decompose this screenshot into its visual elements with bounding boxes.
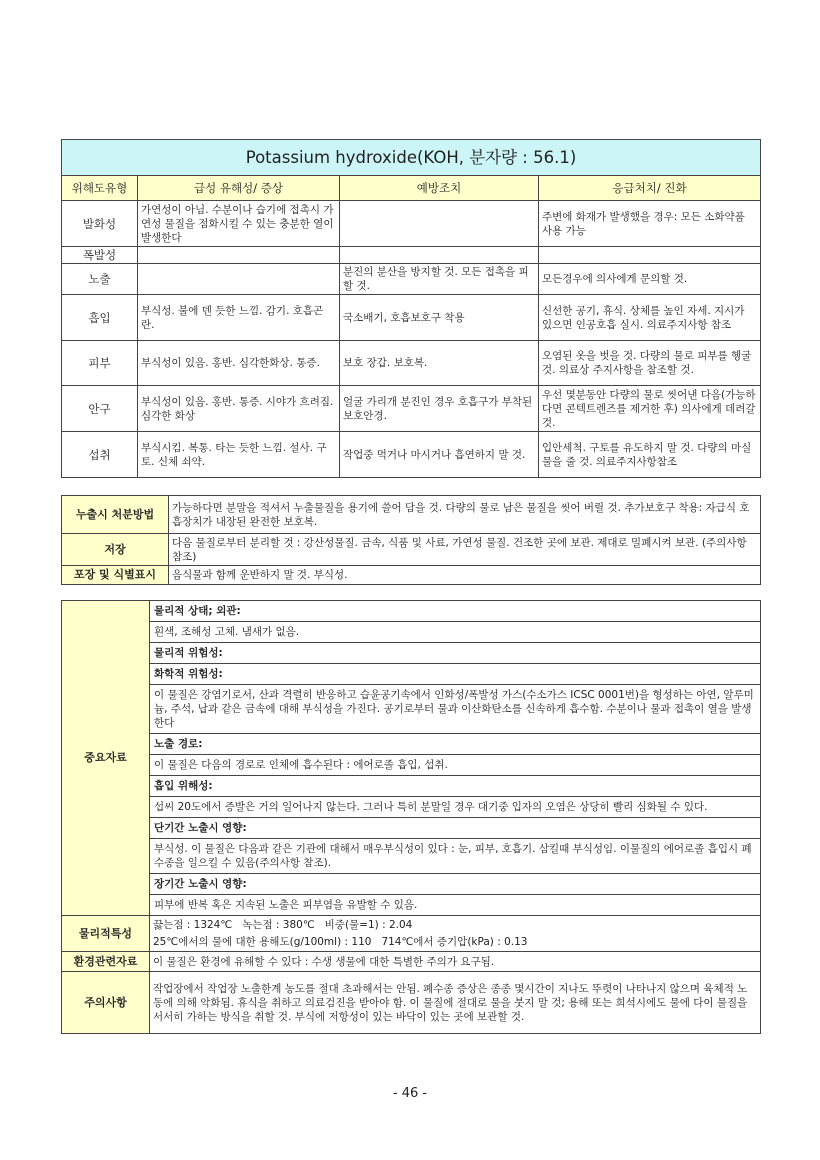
handling-table [61, 495, 761, 585]
symptom-cell [138, 247, 340, 264]
table-row [62, 264, 761, 295]
important-paragraph: 부식성. 이 물질은 다음과 같은 기관에 대해서 매우부식성이 있다 : 눈, 피부, 호흡기. 삼킬때 부식성임. 이물질의 에어로졸 흡입시 폐수종을 일으킬 수 있음(주의사항 참조). [150, 839, 760, 874]
important-paragraph: 이 물질은 다음의 경로로 인체에 흡수된다 : 에어로졸 흡입, 섭취. [150, 755, 760, 776]
firstaid-cell: 모든경우에 의사에게 문의할 것. [539, 264, 761, 295]
prevention-cell: 분진의 분산을 방지할 것. 모든 접촉을 피할 것. [340, 264, 539, 295]
physical-properties-line: 25℃에서의 물에 대한 용해도(g/100ml) : 110 714℃에서 증기압(kPa) : 0.13 [153, 936, 528, 948]
spill-disposal-label: 누출시 처분방법 [62, 496, 169, 534]
important-subheading: 단기간 노출시 영향: [150, 818, 760, 839]
hazard-type: 피부 [62, 341, 138, 386]
hazard-type: 섭취 [62, 432, 138, 478]
environment-text: 이 물질은 환경에 유해할 수 있다 : 수생 생물에 대한 특별한 주의가 요구됨. [150, 952, 761, 972]
storage-label: 저장 [62, 534, 169, 566]
symptom-cell: 부식시킴. 복통. 타는 듯한 느낌. 설사. 구토. 신체 쇠약. [138, 432, 340, 478]
important-subheading: 노출 경로: [150, 734, 760, 755]
hazard-type: 폭발성 [62, 247, 138, 264]
important-data-list [150, 601, 760, 915]
prevention-cell: 얼굴 가리개 분진인 경우 호흡구가 부착된 보호안경. [340, 386, 539, 432]
hazard-type: 노출 [62, 264, 138, 295]
header-prevention: 예방조치 [340, 176, 539, 201]
table-row [62, 601, 761, 916]
environment-label: 환경관련자료 [62, 952, 150, 972]
page-number: - 46 - [392, 1086, 428, 1101]
important-subheading: 흡입 위해성: [150, 776, 760, 797]
header-symptom: 급성 유해성/ 증상 [138, 176, 340, 201]
table-row [62, 341, 761, 386]
firstaid-cell: 오염된 옷을 벗을 것. 다량의 물로 피부를 헹굴 것. 의료상 주지사항을 참조할 것. [539, 341, 761, 386]
header-hazard-type: 위해도유형 [62, 176, 138, 201]
important-subheading: 화학적 위험성: [150, 664, 760, 685]
packaging-label: 포장 및 식별표시 [62, 566, 169, 585]
important-subheading: 물리적 상태; 외관: [150, 601, 760, 622]
table-row [62, 247, 761, 264]
page-title: Potassium hydroxide(KOH, 분자량 : 56.1) [62, 140, 761, 176]
table-row [62, 295, 761, 341]
table-row [62, 566, 761, 585]
table-row [62, 496, 761, 534]
table-row [62, 201, 761, 247]
packaging-text: 음식물과 함께 운반하지 말 것. 부식성. [169, 566, 761, 585]
table-row [62, 952, 761, 972]
hazard-type: 발화성 [62, 201, 138, 247]
firstaid-cell: 주변에 화재가 발생했을 경우: 모든 소화약품 사용 가능 [539, 201, 761, 247]
firstaid-cell: 입안세척. 구토를 유도하지 말 것. 다량의 마실물을 줄 것. 의료주지사항참조 [539, 432, 761, 478]
prevention-cell [340, 247, 539, 264]
symptom-cell: 가연성이 아님. 수분이나 습기에 접촉시 가연성 물질을 점화시킬 수 있는 충분한 열이 발생한다 [138, 201, 340, 247]
symptom-cell: 부식성. 불에 덴 듯한 느낌. 감기. 호흡곤란. [138, 295, 340, 341]
hazard-type: 안구 [62, 386, 138, 432]
caution-label: 주의사항 [62, 972, 150, 1034]
header-firstaid: 응급처치/ 진화 [539, 176, 761, 201]
storage-text: 다음 물질로부터 분리할 것 : 강산성물질. 금속, 식품 및 사료, 가연성 물질. 건조한 곳에 보관. 제대로 밀폐시켜 보관. (주의사항 참조) [169, 534, 761, 566]
symptom-cell: 부식성이 있음. 홍반. 심각한화상. 통증. [138, 341, 340, 386]
important-paragraph: 섭씨 20도에서 증발은 거의 일어나지 않는다. 그러나 특히 분말일 경우 대기중 입자의 오염은 상당히 빨리 심화될 수 있다. [150, 797, 760, 818]
table-row [62, 972, 761, 1034]
table-row [62, 534, 761, 566]
table-row [62, 916, 761, 952]
physical-properties-line: 끓는점 : 1324℃ 녹는점 : 380℃ 비중(물=1) : 2.04 [153, 919, 413, 931]
table-row [62, 432, 761, 478]
table-row [62, 386, 761, 432]
spill-disposal-text: 가능하다면 분말을 적셔서 누출물질을 용기에 쓸어 담을 것. 다량의 물로 남은 물질을 씻어 버릴 것. 추가보호구 착용: 자급식 호흡장치가 내장된 완전한 보호복. [169, 496, 761, 534]
prevention-cell: 국소배기, 호흡보호구 착용 [340, 295, 539, 341]
hazard-type: 흡입 [62, 295, 138, 341]
important-subheading: 장기간 노출시 영향: [150, 874, 760, 895]
firstaid-cell: 우선 몇분동안 다량의 물로 씻어낸 다음(가능하다면 콘텍트렌즈를 제거한 후) 의사에게 데려갈 것. [539, 386, 761, 432]
firstaid-cell: 신선한 공기, 휴식. 상체를 높인 자세. 지시가 있으면 인공호흡 실시. 의료주지사항 참조 [539, 295, 761, 341]
symptom-cell: 부식성이 있음. 홍반. 통증. 시야가 흐려짐. 심각한 화상 [138, 386, 340, 432]
hazard-table [61, 139, 761, 478]
important-data-table [61, 600, 761, 1034]
prevention-cell: 보호 장갑. 보호복. [340, 341, 539, 386]
prevention-cell [340, 201, 539, 247]
important-paragraph: 흰색, 조해성 고체. 냄새가 없음. [150, 622, 760, 643]
important-data-label: 중요자료 [62, 601, 150, 916]
physical-properties-label: 물리적특성 [62, 916, 150, 952]
prevention-cell: 작업중 먹거나 마시거나 흡연하지 말 것. [340, 432, 539, 478]
important-paragraph: 피부에 반복 혹은 지속된 노출은 피부염을 유발할 수 있음. [154, 899, 418, 911]
symptom-cell [138, 264, 340, 295]
hazard-header-row [62, 176, 761, 201]
caution-text: 작업장에서 작업장 노출한계 농도를 절대 초과해서는 안됨. 폐수종 증상은 종종 몇시간이 지나도 뚜렷이 나타나지 않으며 육체적 노동에 의해 악화됨. 휴식을 취하고 의료검진을 받아야 함. 이 물질에 절대로 물을 붓지 말 것; 용해 또는 희석시에도 물에 다이 물질을 서서히 가하는 방식을 취할 것. 부식에 저항성이 있는 바닥이 있는 곳에 보관할 것. [150, 972, 761, 1034]
important-subheading: 물리적 위험성: [150, 643, 760, 664]
important-paragraph: 이 물질은 강염기로서, 산과 격렬히 반응하고 습윤공기속에서 인화성/폭발성 가스(수소가스 ICSC 0001번)을 형성하는 아연, 알루미늄, 주석, 납과 같은 금속에 대해 부식성을 가진다. 공기로부터 물과 이산화탄소를 신속하게 흡수함. 수분이나 물과 접촉이 열을 발생한다 [150, 685, 760, 734]
firstaid-cell [539, 247, 761, 264]
